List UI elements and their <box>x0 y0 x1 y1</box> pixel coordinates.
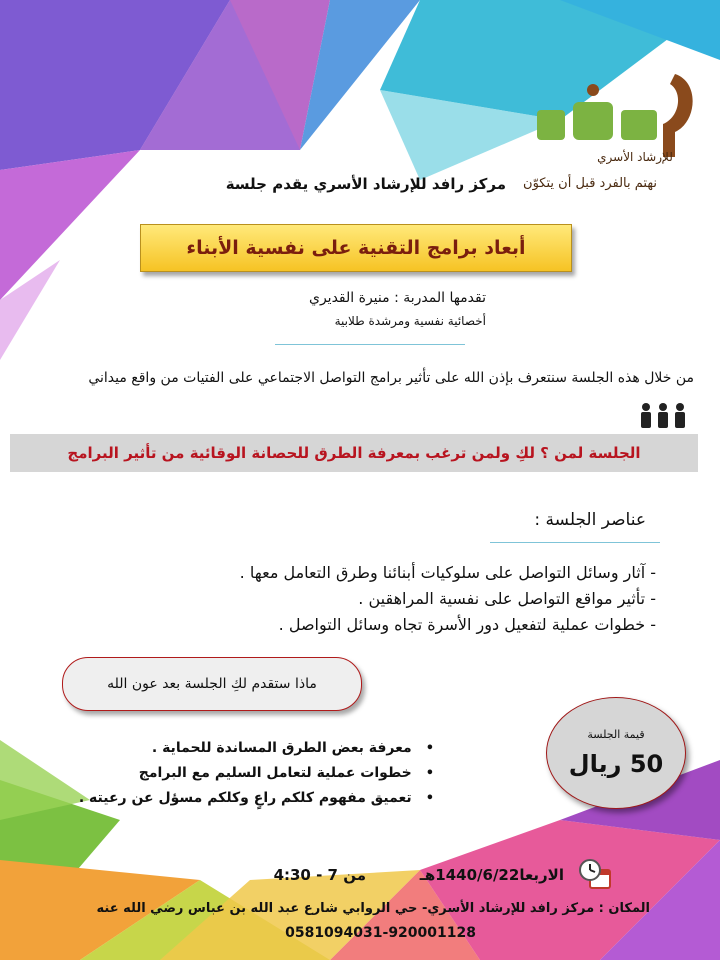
target-audience-bar: الجلسة لمن ؟ لكِ ولمن ترغب بمعرفة الطرق للحصانة الوقائية من تأثير البرامج <box>10 434 698 472</box>
logo-tagline: نهتم بالفرد قبل أن يتكوّن <box>523 176 657 191</box>
people-icon <box>638 402 688 428</box>
divider <box>275 344 465 345</box>
offer-pill: ماذا ستقدم لكِ الجلسة بعد عون الله <box>62 657 362 711</box>
session-date: الاربعا1440/6/22هـ <box>419 866 564 884</box>
benefit-text: معرفة بعض الطرق المساندة للحماية . <box>151 740 412 756</box>
elements-heading: عناصر الجلسة : <box>534 510 646 530</box>
benefits-list <box>14 736 434 811</box>
benefit-text: خطوات عملية لتعامل السليم مع البرامج <box>138 765 412 781</box>
list-item <box>14 786 434 811</box>
price-badge <box>546 697 686 809</box>
price-value: 50 ريال <box>568 750 664 778</box>
list-item <box>14 736 434 761</box>
price-label: قيمة الجلسة <box>587 728 645 741</box>
trainer-role: أخصائية نفسية ومرشدة طلابية <box>334 314 486 328</box>
divider <box>490 542 660 543</box>
list-item: - تأثير مواقع التواصل على نفسية المراهقين . <box>358 589 656 608</box>
phone-numbers: 0581094031-920001128 <box>285 925 476 941</box>
list-item <box>14 761 434 786</box>
benefit-text: تعميق مفهوم كلكم راعٍ وكلكم مسؤل عن رعيته . <box>78 790 412 806</box>
clock-calendar-icon <box>578 856 612 890</box>
logo-subtitle: للإرشاد الأسري <box>597 150 673 164</box>
trainer-name: تقدمها المدربة : منيرة القديري <box>309 290 486 306</box>
intro-text: من خلال هذه الجلسة سنتعرف بإذن الله على تأثير برامج التواصل الاجتماعي على الفتيات من واقع ميداني <box>88 370 694 386</box>
session-title: أبعاد برامج التقنية على نفسية الأبناء <box>140 224 572 272</box>
elements-list <box>96 560 656 638</box>
session-time: من 7 - 4:30 <box>273 866 366 884</box>
presenter-line: مركز رافد للإرشاد الأسري يقدم جلسة <box>225 175 506 193</box>
list-item: - آثار وسائل التواصل على سلوكيات أبنائنا وطرق التعامل معها . <box>239 563 656 582</box>
list-item: - خطوات عملية لتفعيل دور الأسرة تجاه وسائل التواصل . <box>278 615 656 634</box>
location-text: المكان : مركز رافد للإرشاد الأسري- حي الروابي شارع عبد الله بن عباس رضي الله عنه <box>96 901 650 916</box>
